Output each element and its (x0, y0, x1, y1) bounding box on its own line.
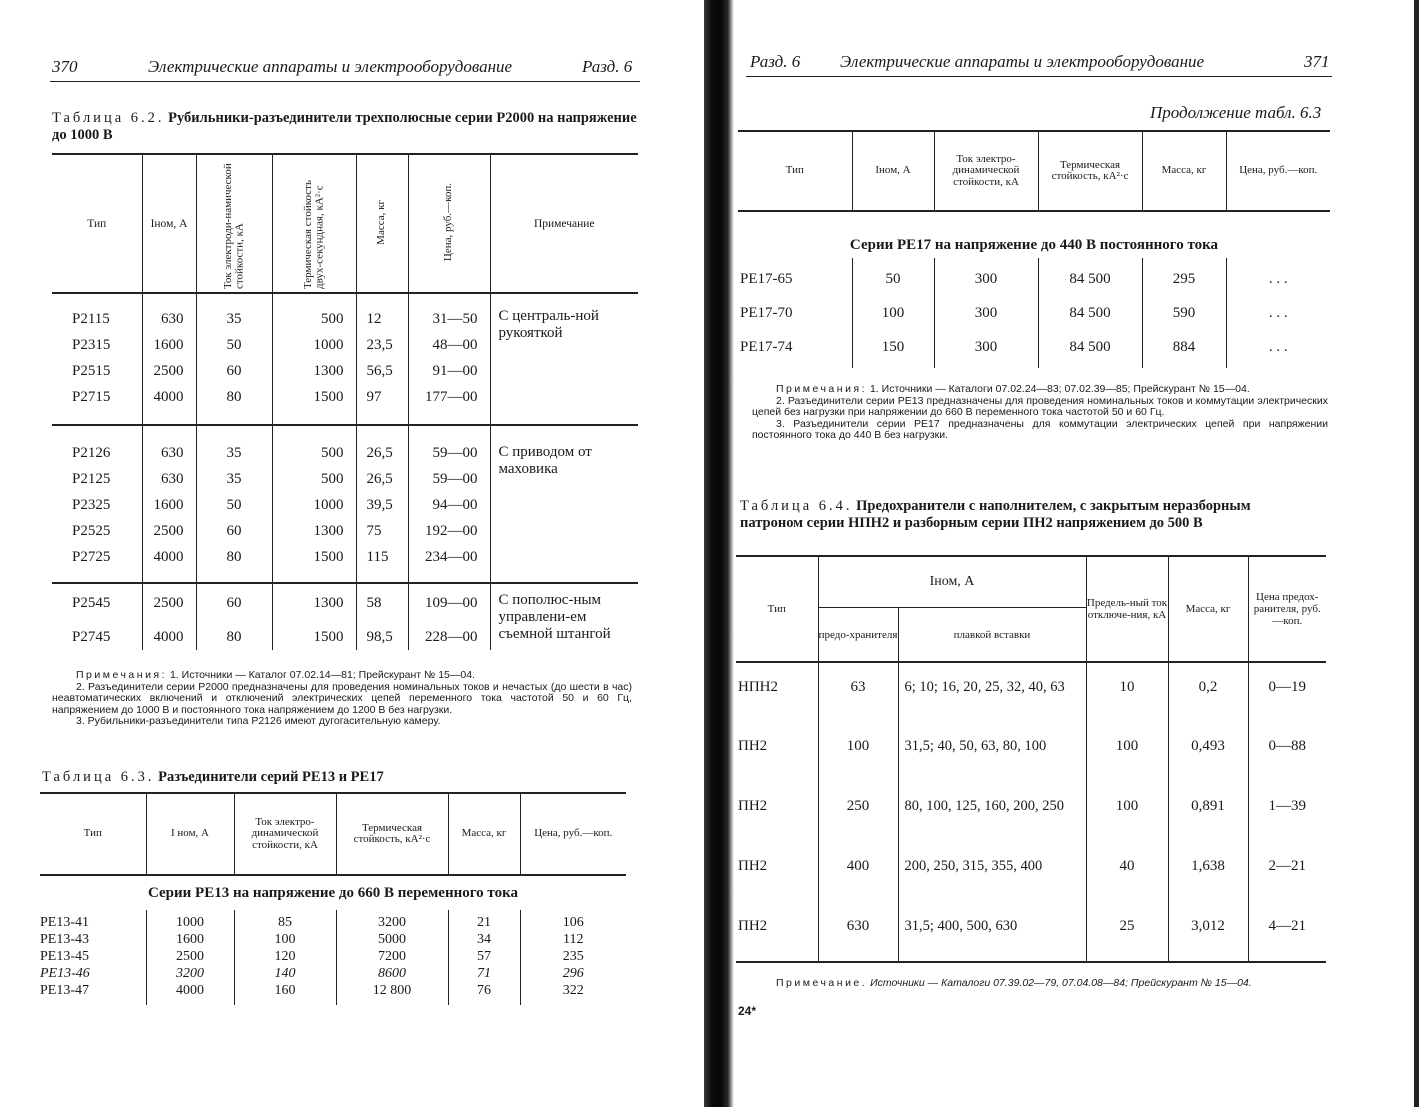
table-row: НПН2 63 6; 10; 16, 20, 25, 32, 40, 63 10 0,2 0—19 (736, 662, 1326, 722)
running-title: Электрические аппараты и электрооборудование (148, 57, 513, 76)
table-6-4 (736, 555, 1326, 963)
table-group (52, 293, 638, 425)
table-group (52, 583, 638, 650)
col-note: Примечание (490, 154, 638, 293)
group-note: С приводом от маховика (490, 425, 638, 583)
running-title: Электрические аппараты и электрооборудование (840, 52, 1205, 71)
table-label: Таблица 6.2. (52, 110, 165, 126)
table-row: ПН2 100 31,5; 40, 50, 63, 80, 100 100 0,493 0—88 (736, 722, 1326, 782)
table-row: РЕ17-65 РЕ17-70 РЕ17-74 50 100 150 300 300 300 84 500 84 500 84 500 295 590 884 . . . . . . . . . (738, 258, 1330, 368)
table-6-4-note: Примечание. Источники — Каталоги 07.39.02—79, 07.04.08—84; Прейскурант № 15—04. (776, 977, 1252, 989)
left-page (0, 0, 700, 1107)
group-note: С централь-ной рукояткой (490, 293, 638, 425)
table-header-row (52, 154, 638, 293)
continuation-label: Продолжение табл. 6.3 (1150, 103, 1322, 122)
table-title: Рубильники-разъединители трехполюсные серии Р2000 на напряжение до 1000 В (52, 110, 637, 143)
table-body (738, 258, 1330, 368)
header-rule (746, 76, 1332, 77)
table-header-row: Тип Iном, А Предель-ный ток отключе-ния, кА Масса, кг Цена предох-ранителя, руб.—коп. (736, 556, 1326, 608)
table-row: ПН2 630 31,5; 400, 500, 630 25 3,012 4—21 (736, 902, 1326, 962)
table-6-2 (52, 153, 638, 650)
table-header-row: Тип I ном, А Ток электро-динамической стойкости, кА Термическая стойкость, кА²·с Масса, кг Цена, руб.—коп. (40, 793, 626, 875)
table-group (52, 425, 638, 583)
page-number: 370 (52, 57, 78, 76)
col-mass: Масса, кг (356, 154, 408, 293)
col-type: Тип (52, 154, 142, 293)
table-6-2-notes: Примечания: 1. Источники — Каталог 07.02.14—81; Прейскурант № 15—04. 2. Разъединители серии Р2000 предназначены для проведения номинальных токов и нечастых (до шести в час) неавтоматических включений и отключений электрических цепей переменного тока частотой 50 и 60 Гц, напряжением до 1000 В и постоянного тока напряжением до 1200 В без нагрузки. 3. Рубильники-разъединители типа Р2126 имеют дугогасительную камеру. (52, 669, 632, 727)
series-row: Серии РЕ17 на напряжение до 440 В постоянного тока (849, 237, 1219, 253)
table-6-3-continued (738, 130, 1330, 368)
table-row: РЕ13-41 РЕ13-43 РЕ13-45 РЕ13-46 РЕ13-47 1000 1600 2500 3200 4000 85 100 120 140 160 3200 5000 7200 8600 12 800 21 34 57 71 76 106 112 235 296 322 (40, 910, 626, 1005)
table-body (736, 662, 1326, 962)
table-6-2-caption (52, 110, 642, 144)
table-row: ПН2 400 200, 250, 315, 355, 400 40 1,638 2—21 (736, 842, 1326, 902)
page-number: 371 (1304, 52, 1330, 71)
section-label: Разд. 6 (750, 52, 801, 71)
table-6-3-caption: Таблица 6.3. Разъединители серий РЕ13 и РЕ17 (42, 769, 384, 785)
table-row: Р2545 Р2745 2500 4000 60 80 1300 1500 58 98,5 109—00 228—00 С пополюс-ным управлени-ем съемной штангой (52, 583, 638, 650)
table-row: Р2126 Р2125 Р2325 Р2525 Р2725 630 630 1600 2500 4000 35 35 50 60 80 500 500 1000 1300 1500 26,5 26,5 39,5 75 115 59—00 59—00 94—00 192—00 234—00 С приводом от маховика (52, 425, 638, 583)
table-6-4-caption: Таблица 6.4. Предохранители с наполнителем, с закрытым неразборным патроном серии НПН2 и разборным серии ПН2 напряжением до 500 В (740, 498, 1251, 531)
col-thermal: Термическая стойкость двух-секундная, кА²·с (272, 154, 356, 293)
section-label: Разд. 6 (582, 57, 633, 76)
table-subheader-row: предо-хранителя плавкой вставки (736, 608, 1326, 662)
table-6-3 (40, 792, 626, 1005)
group-note: С пополюс-ным управлени-ем съемной штангой (490, 583, 638, 650)
col-dynamic: Ток электроди-намической стойкости, кА (196, 154, 272, 293)
signature-mark: 24* (738, 1004, 757, 1018)
table-6-3-notes: Примечания: 1. Источники — Каталоги 07.02.24—83; 07.02.39—85; Прейскурант № 15—04. 2. Разъединители серии РЕ13 предназначены для проведения номинальных токов и коммутации электрических цепей без нагрузки при напряжении до 660 В переменного тока частотой 50 и 60 Гц. 3. Разъединители серии РЕ17 предназначены для коммутации электрических цепей при напряжении постоянного тока до 440 В без нагрузки. (752, 383, 1328, 441)
table-body (40, 910, 626, 1005)
header-rule (50, 81, 640, 82)
col-price: Цена, руб.—коп. (408, 154, 490, 293)
table-row: ПН2 250 80, 100, 125, 160, 200, 250 100 0,891 1—39 (736, 782, 1326, 842)
series-row: Серии РЕ13 на напряжение до 660 В переменного тока (147, 884, 518, 901)
col-inom: Iном, А (142, 154, 196, 293)
table-row: Р2115 Р2315 Р2515 Р2715 630 1600 2500 4000 35 50 60 80 500 1000 1300 1500 12 23,5 56,5 97 31—50 48—00 91—00 177—00 С централь-ной рукояткой (52, 293, 638, 425)
table-header-row: Тип Iном, А Ток электро-динамической стойкости, кА Термическая стойкость, кА²·с Масса, кг Цена, руб.—коп. (738, 131, 1330, 211)
